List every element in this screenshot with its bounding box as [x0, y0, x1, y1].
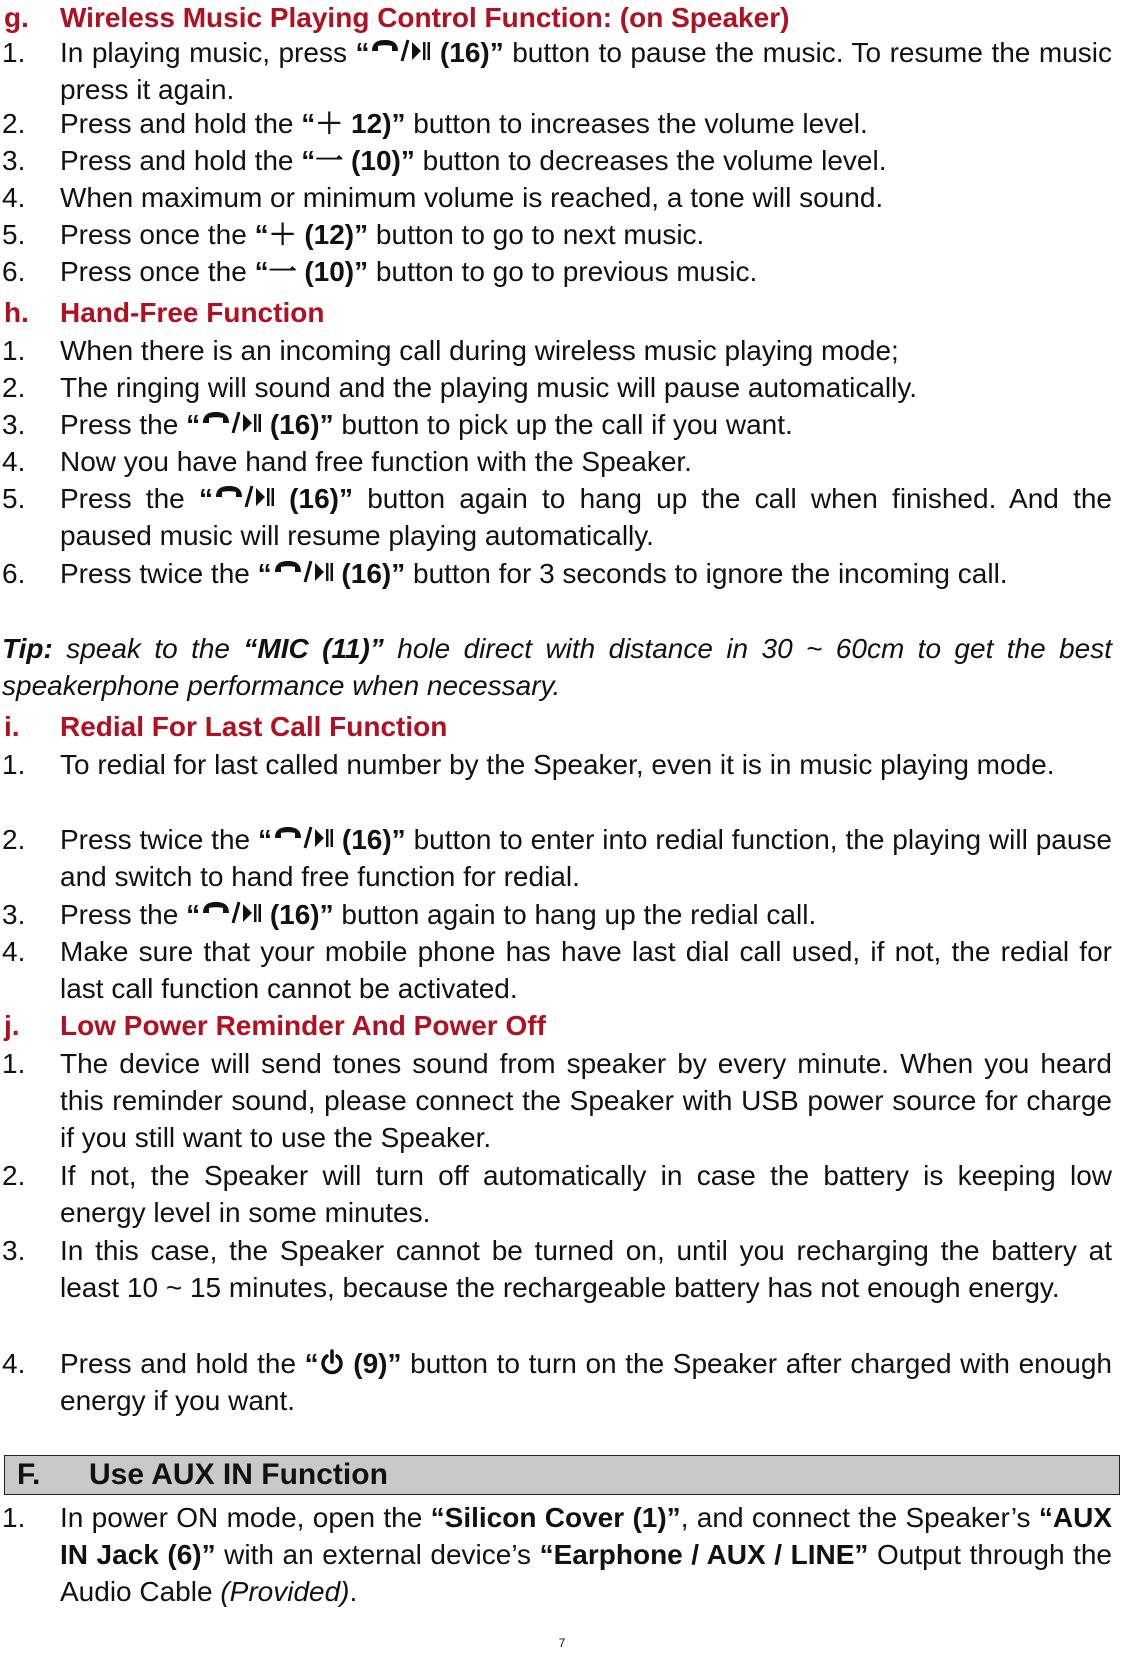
section-heading-g: g. Wireless Music Playing Control Function: (on Speaker): [4, 2, 790, 33]
phone-play-pause-icon: [272, 824, 334, 852]
phone-play-pause-icon: [200, 899, 262, 927]
tip-note: Tip: speak to the “MIC (11)” hole direct with distance in 30 ~ 60cm to get the best speakerphone performance when necessary.: [2, 633, 1112, 701]
section-heading-h: h. Hand-Free Function: [4, 297, 325, 328]
phone-play-pause-icon: [213, 483, 275, 511]
page-number: 7: [558, 1636, 566, 1650]
phone-play-pause-icon: [272, 558, 334, 586]
section-box-heading-f: F. Use AUX IN Function: [4, 1455, 1120, 1495]
section-heading-i: i. Redial For Last Call Function: [4, 711, 448, 742]
section-heading-j: j. Low Power Reminder And Power Off: [4, 1010, 546, 1041]
power-icon: [319, 1348, 345, 1376]
phone-play-pause-icon: [200, 409, 262, 437]
phone-play-pause-icon: [369, 37, 431, 65]
manual-page: g. Wireless Music Playing Control Function: (on Speaker) 1. In playing music, press “ (16)” button to pause the music. To resume the music press it again. 2. Press and hold the “＋ 12)” button to increases the volume level. 3. Press and hold the “一 (10)” button to decreases the volume level. 4. When maximum or minimum volume is reached, a tone will sound. 5. Press once the “＋ (12)” button to go to next music. 6. Press once the “一 (10)” button to go to previous music. h. Hand-Free Function 1. When there is an incoming call during wireless music playing mode; 2. The ringing will sound and the playing music will pause automatically. 3. Press the “ (16)” button to pick up the call if you want. 4. Now you have hand free function with the Speaker. 5. Press the “ (16)” button again to hang up the call when finished. And the paused music will resume playing automatically. 6. Press twice the “ (16)” button for 3 seconds to ignore the incoming call. Tip: speak to the “MIC (11)” hole direct with distance in 30 ~ 60cm to get the best speakerphone performance when necessary. i. Redial For Last Call Function 1. To redial for last called number by the Speaker, even it is in music playing mode. 2. Press twice the “ (16)” button to enter into redial function, the playing will pause and switch to hand free function for redial. 3. Press the “ (16)” button again to hang up the redial call. 4. Make sure that your mobile phone has have last dial call used, if not, the redial for last call function cannot be activated. j. Low Power Reminder And Power Off 1. The device will send tones sound from speaker by every minute. When you heard this reminder sound, please connect the Speaker with USB power source for charge if you still want to use the Speaker. 2. If not, the Speaker will turn off automatically in case the battery is keeping low energy level in some minutes. 3. In this case, the Speaker cannot be turned on, until you recharging the battery at least 10 ~ 15 minutes, because the rechargeable battery has not enough energy. 4. Press and hold the “ (9)” button to turn on the Speaker after charged with enough energy if you want. F. Use AUX IN Function 1. In power ON mode, open the “Silicon Cover (1)”, and connect the Speaker’s “AUX IN Jack (6)” with an external device’s “Earphone / AUX / LINE” Output through the Audio Cable (Provided). 7: [0, 0, 1124, 1654]
